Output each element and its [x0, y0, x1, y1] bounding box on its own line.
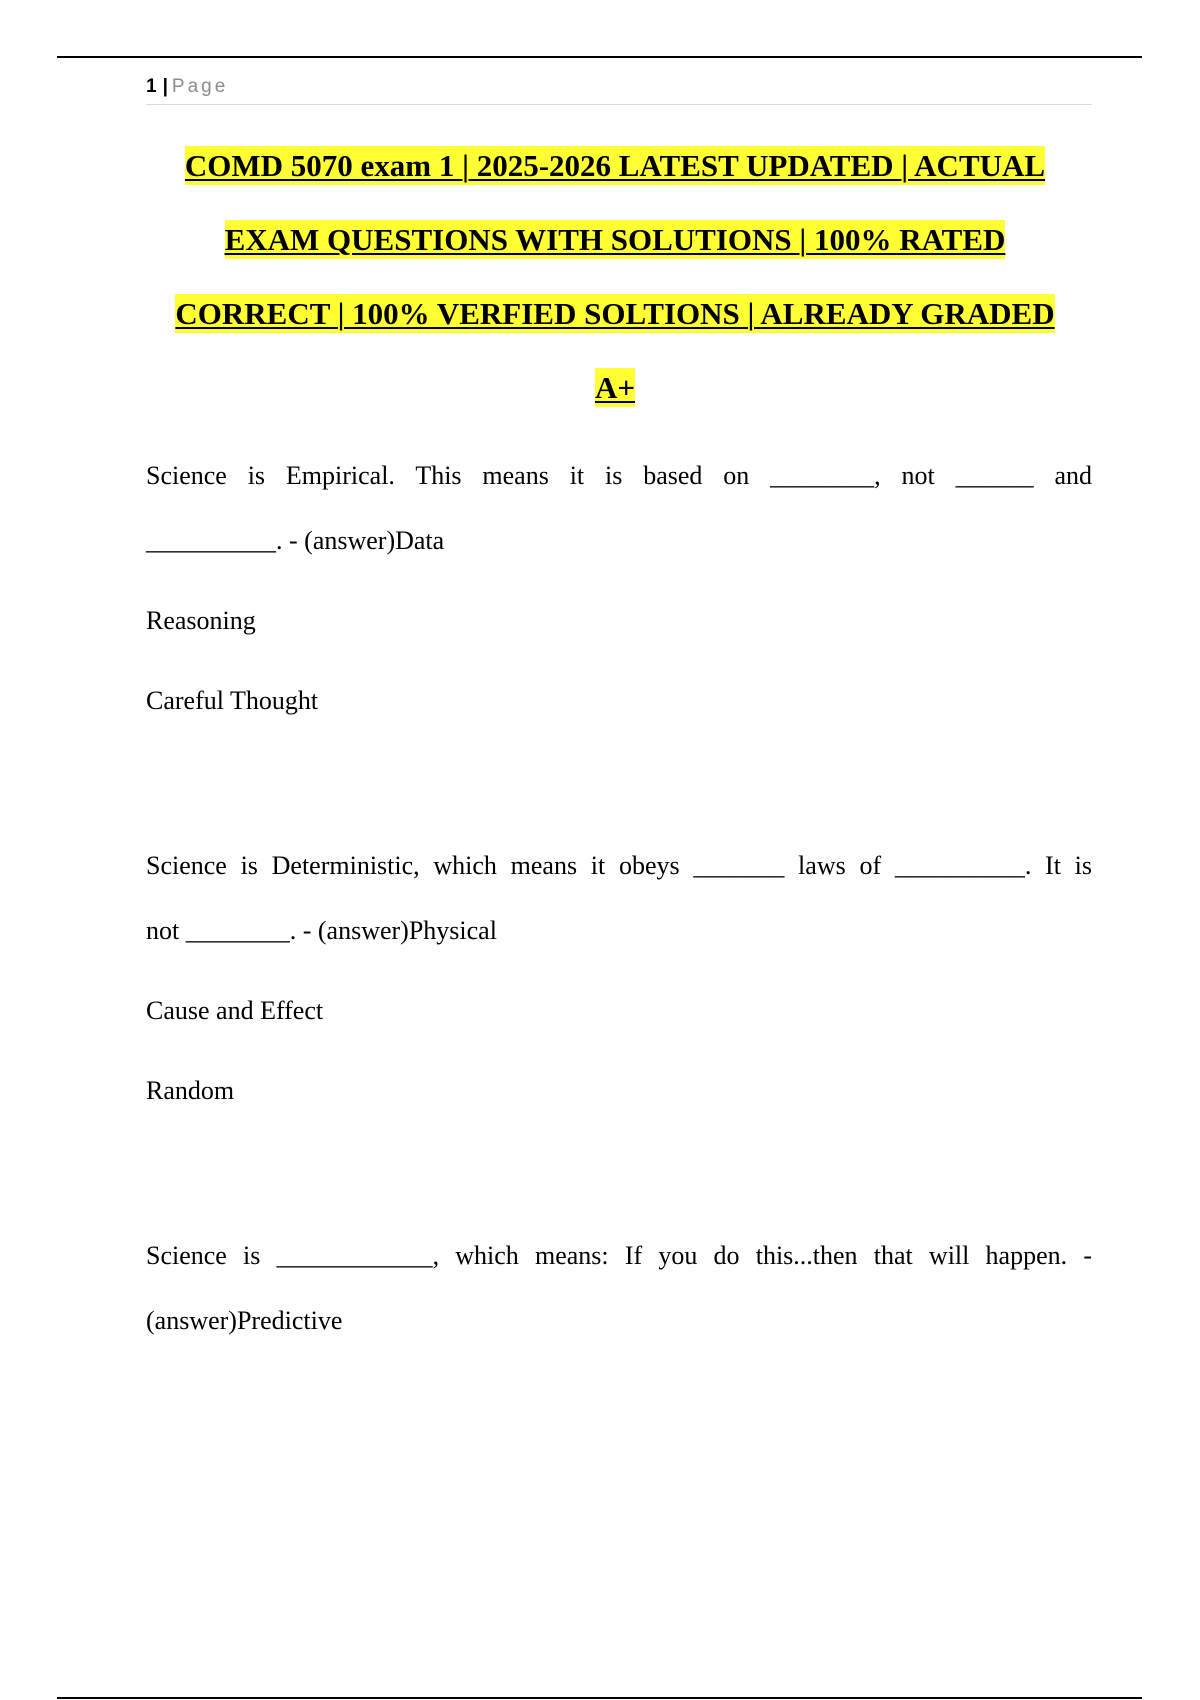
question-block-3 — [146, 1236, 1092, 1381]
page-header — [146, 74, 1092, 105]
title-line: EXAM QUESTIONS WITH SOLUTIONS | 100% RATED — [224, 222, 1006, 257]
question-text: (answer)Predictive — [146, 1306, 343, 1335]
answer-item: Random — [146, 1076, 235, 1105]
question-text: Science is Deterministic, which means it obeys _______ laws of __________. It is — [146, 851, 1092, 880]
question-text: Science is Empirical. This means it is based on ________, not ______ and — [146, 461, 1092, 490]
footer-rule — [57, 1697, 1142, 1699]
title-line: CORRECT | 100% VERFIED SOLTIONS | ALREADY GRADED — [175, 296, 1055, 331]
question-block-2 — [146, 846, 1092, 1151]
document-title — [110, 140, 1120, 436]
title-line: A+ — [594, 370, 636, 405]
page-number: 1 — [146, 76, 157, 97]
header-rule — [57, 56, 1142, 58]
page-separator: | — [162, 76, 168, 97]
question-text: __________. - (answer)Data — [146, 526, 445, 555]
question-block-1 — [146, 456, 1092, 761]
title-line: COMD 5070 exam 1 | 2025-2026 LATEST UPDATED | ACTUAL — [184, 148, 1046, 183]
page-label: Page — [171, 76, 229, 97]
answer-item: Careful Thought — [146, 686, 319, 715]
question-text: Science is ____________, which means: If you do this...then that will happen. - — [146, 1241, 1092, 1270]
answer-item: Cause and Effect — [146, 996, 324, 1025]
question-text: not ________. - (answer)Physical — [146, 916, 497, 945]
answer-item: Reasoning — [146, 606, 256, 635]
